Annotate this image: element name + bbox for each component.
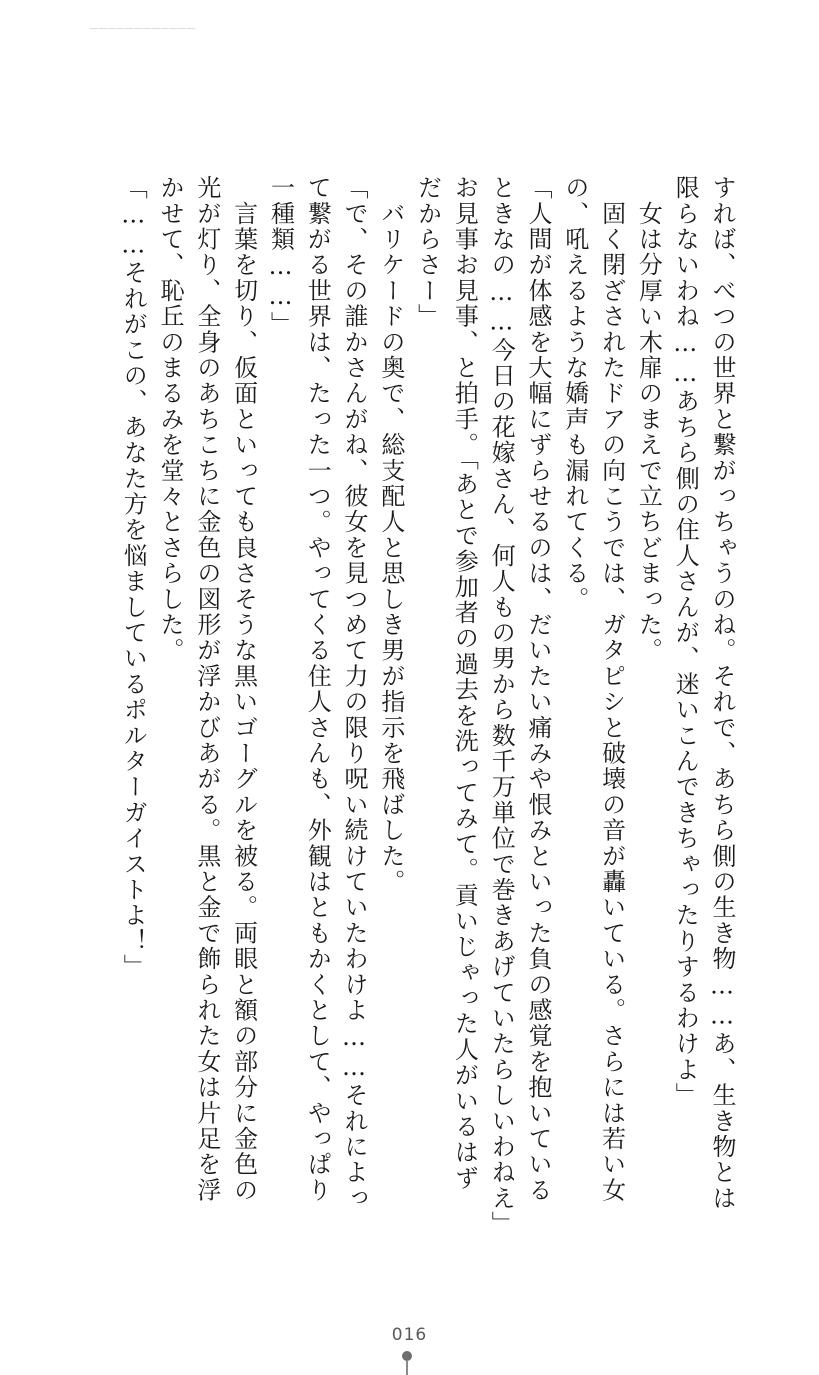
page-ornament-stem: [406, 1361, 408, 1375]
text-line: 「……それがこの、あなた方を悩ましているポルターガイストよ！」: [119, 175, 148, 980]
text-line: かせて、恥丘のまるみを堂々とさらした。: [156, 175, 185, 664]
page-number: 016: [391, 1325, 428, 1345]
text-line: だからさー」: [413, 175, 442, 330]
text-line: 女は分厚い木扉のまえで立ちどまった。: [634, 175, 663, 664]
text-line: 限らないわね……あちら側の住人さんが、迷いこんできちゃったりするわけよ」: [671, 175, 700, 1109]
running-header: ────────────: [90, 22, 196, 37]
text-line: バリケードの奥で、総支配人と思しき男が指示を飛ばした。: [376, 175, 405, 895]
page-ornament-dot: [402, 1351, 412, 1361]
text-line: 言葉を切り、仮面といっても良さそうな黒いゴーグルを被る。両眼と額の部分に金色の: [229, 175, 258, 1203]
text-line: すれば、べつの世界と繋がっちゃうのね。それで、あちら側の生き物……あ、生き物とは: [708, 175, 736, 1211]
text-line: 「で、その誰かさんがね、彼女を見つめて力の限り呪い続けていたわけよ……それによっ: [340, 175, 369, 1211]
text-line: 光が灯り、全身のあちこちに金色の図形が浮かびあがる。黒と金で飾られた女は片足を浮: [192, 175, 221, 1203]
text-line: お見事お見事、と拍手。「あとで参加者の過去を洗ってみて。貢いじゃった人がいるはず: [450, 175, 479, 1191]
text-line: ときなの……今日の花嫁さん、何人もの男から数千万単位で巻きあげていたらしいわねえ」: [487, 175, 516, 1237]
text-line: て繋がる世界は、たった一つ。やってくる住人さんも、外観はともかくとして、やっぱり: [303, 175, 332, 1203]
vertical-text-body: [86, 175, 736, 1325]
text-line: 一種類……」: [266, 175, 295, 338]
text-line: の、吼えるような嬌声も漏れてくる。: [560, 175, 589, 612]
text-line: 「人間が体感を大幅にずらせるのは、だいたい痛みや恨みといった負の感覚を抱いている: [524, 175, 553, 1203]
text-line: 固く閉ざされたドアの向こうでは、ガタピシと破壊の音が轟いている。さらには若い女: [597, 175, 626, 1203]
